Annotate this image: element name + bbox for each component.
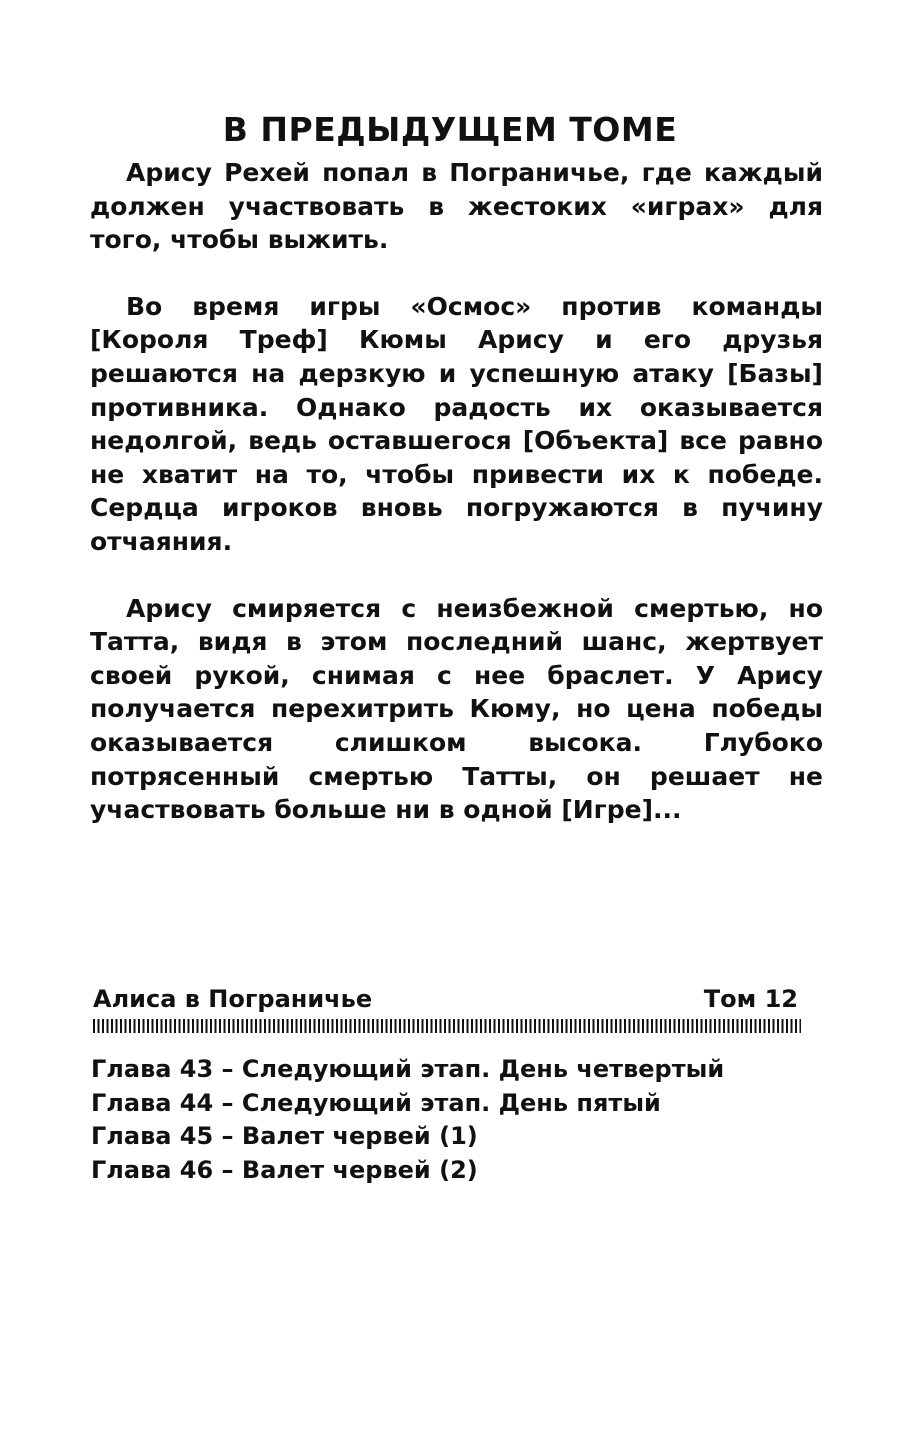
series-title: Алиса в Пограничье <box>93 985 373 1013</box>
chapter-item-45: Глава 45 – Валет червей (1) <box>91 1122 478 1151</box>
summary-paragraph-2: Во время игры «Осмос» против команды [Короля Треф] Кюмы Арису и его друзья решаются на дерзкую и успешную атаку [Базы] противника. Однако радость их оказывается недолгой, ведь оставшегося [Объекта] все равно не хватит на то, чтобы привести их к победе. Сердца игроков вновь погружаются в пучину отчаяния. <box>90 291 823 556</box>
chapter-item-43: Глава 43 – Следующий этап. День четвертый <box>91 1055 725 1083</box>
volume-number: Том 12 <box>703 985 798 1013</box>
summary-section <box>90 156 823 860</box>
barcode-divider <box>93 1019 801 1033</box>
chapter-item-44: Глава 44 – Следующий этап. День пятый <box>91 1088 661 1117</box>
chapter-item-46: Глава 46 – Валет червей (2) <box>91 1156 478 1185</box>
summary-paragraph-1: Арису Рехей попал в Пограничье, где каждый должен участвовать в жестоких «играх» для того, чтобы выжить. <box>90 158 823 255</box>
page-title: В ПРЕДЫДУЩЕМ ТОМЕ <box>222 110 678 150</box>
summary-paragraph-3: Арису смиряется с неизбежной смертью, но Татта, видя в этом последний шанс, жертвует своей рукой, снимая с нее браслет. У Арису получается перехитрить Кюму, но цена победы оказывается слишком высока. Глубоко потрясенный смертью Татты, он решает не участвовать больше ни в одной [Игре]... <box>90 593 823 825</box>
chapter-list <box>91 1053 724 1188</box>
